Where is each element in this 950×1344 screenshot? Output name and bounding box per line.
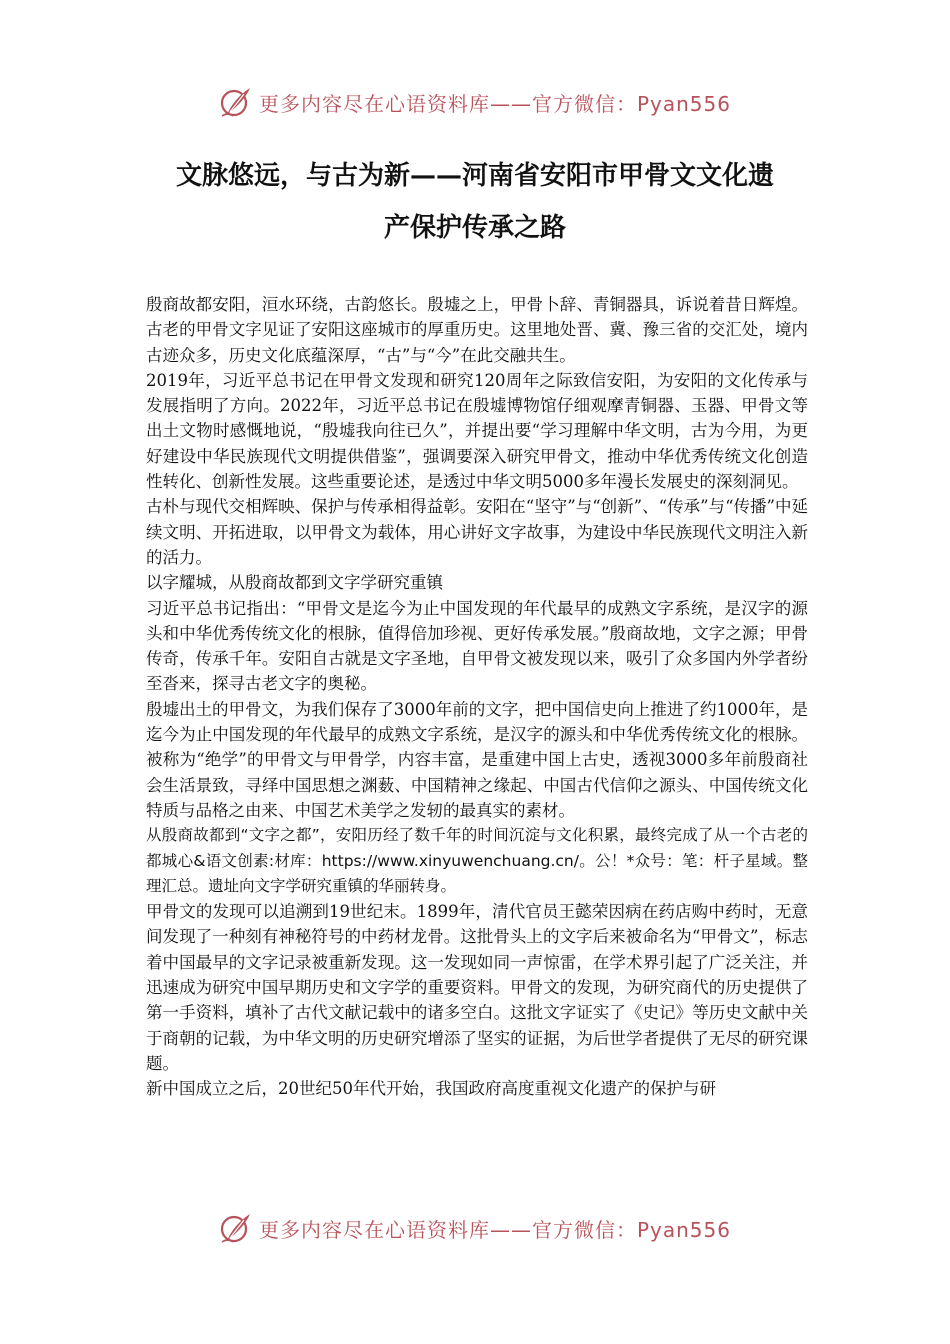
paragraph: 习近平总书记指出：“甲骨文是迄今为止中国发现的年代最早的成熟文字系统，是汉字的源头和中华优秀传统文化的根脉，值得倍加珍视、更好传承发展。”殷商故地，文字之源；甲骨传奇，传承千年。安阳自古就是文字圣地，自甲骨文被发现以来，吸引了众多国内外学者纷至沓来，探寻古老文字的奥秘。 [146,598,808,694]
pen-feather-logo-icon [219,85,253,119]
header-banner-text: 更多内容尽在心语资料库——官方微信：Pyan556 [258,91,731,116]
paragraph: 2019年，习近平总书记在甲骨文发现和研究120周年之际致信安阳，为安阳的文化传承与发展指明了方向。2022年，习近平总书记在殷墟博物馆仔细观摩青铜器、玉器、甲骨文等出土文物时感慨地说，“殷墟我向往已久”，并提出要“学习理解中华文明，古为今用，为更好建设中华民族现代文明提供借鉴”，强调要深入研究甲骨文，推动中华优秀传统文化创造性转化、创新性发展。这些重要论述，是透过中华文明5000多年漫长发展史的深刻洞见。 [146,370,808,492]
paragraph: 殷商故都安阳，洹水环绕，古韵悠长。殷墟之上，甲骨卜辞、青铜器具，诉说着昔日辉煌。古老的甲骨文字见证了安阳这座城市的厚重历史。这里地处晋、冀、豫三省的交汇处，境内古迹众多，历史文化底蕴深厚，“古”与“今”在此交融共生。 [146,295,808,365]
paragraph: 新中国成立之后，20世纪50年代开始，我国政府高度重视文化遗产的保护与研 [146,1079,716,1099]
title-line-2: 产保护传承之路 [383,213,566,243]
document-title [110,150,840,254]
paragraph: 古朴与现代交相辉映、保护与传承相得益彰。安阳在“坚守”与“创新”、“传承”与“传播”中延续文明、开拓进取，以甲骨文为载体，用心讲好文字故事，为建设中华民族现代文明注入新的活力。 [146,497,808,567]
title-line-1: 文脉悠远，与古为新——河南省安阳市甲骨文文化遗 [175,161,774,191]
paragraph: 甲骨文的发现可以追溯到19世纪末。1899年，清代官员王懿荣因病在药店购中药时，无意间发现了一种刻有神秘符号的中药材龙骨。这批骨头上的文字后来被命名为“甲骨文”，标志着中国最早的文字记录被重新发现。这一发现如同一声惊雷，在学术界引起了广泛关注，并迅速成为研究中国早期历史和文字学的重要资料。甲骨文的发现，为研究商代的历史提供了第一手资料，填补了古代文献记载中的诸多空白。这批文字证实了《史记》等历史文献中关于商朝的记载，为中华文明的历史研究增添了坚实的证据，为后世学者提供了无尽的研究课题。 [146,902,808,1073]
paragraph-with-watermark-text: 从殷商故都到“文字之都”，安阳历经了数千年的时间沉淀与文化积累，最终完成了从一个古老的都城心&语文创素:材库：https://www.xinyuwenchuang.cn/。公！*众号：笔：杆子星域。整理汇总。遗址向文字学研究重镇的华丽转身。 [146,826,808,895]
document-body [146,292,808,1102]
footer-banner-text: 更多内容尽在心语资料库——官方微信：Pyan556 [258,1217,731,1242]
section-heading: 以字耀城，从殷商故都到文字学研究重镇 [146,573,443,593]
header-banner [0,82,950,122]
paragraph: 殷墟出土的甲骨文，为我们保存了3000年前的文字，把中国信史向上推进了约1000年，是迄今为止中国发现的年代最早的成熟文字系统，是汉字的源头和中华优秀传统文化的根脉。被称为“绝学”的甲骨文与甲骨学，内容丰富，是重建中国上古史，透视3000多年前殷商社会生活景致，寻绎中国思想之渊薮、中国精神之缘起、中国古代信仰之源头、中国传统文化特质与品格之由来、中国艺术美学之发轫的最真实的素材。 [146,699,808,820]
footer-banner [0,1208,950,1248]
pen-feather-logo-icon [219,1211,253,1245]
